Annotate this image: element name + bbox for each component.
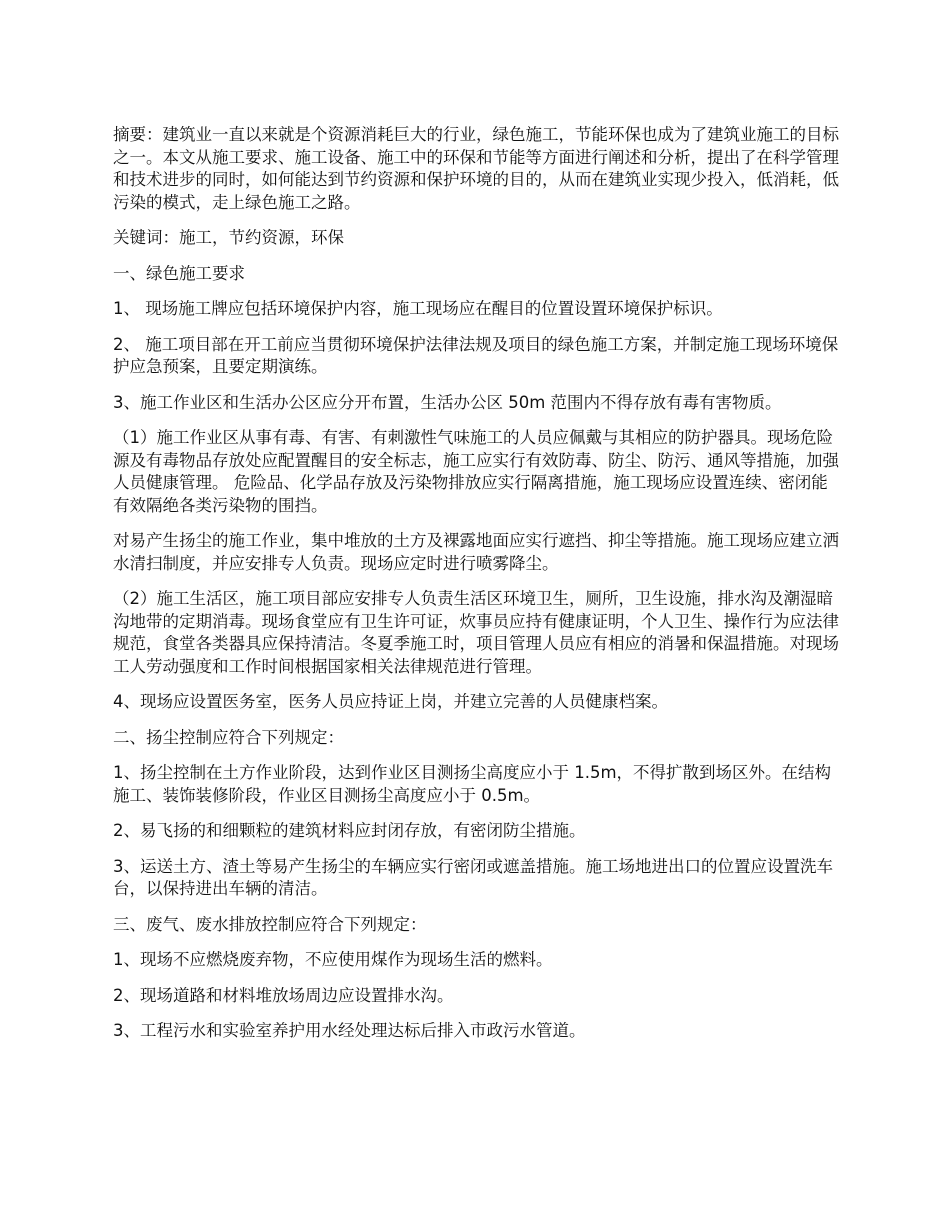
body-paragraph: 2、现场道路和材料堆放场周边应设置排水沟。: [113, 985, 454, 1005]
body-paragraph: 3、工程污水和实验室养护用水经处理达标后排入市政污水管道。: [113, 1021, 586, 1040]
body-paragraph: 3、施工作业区和生活办公区应分开布置，生活办公区 50m 范围内不得存放有毒有害物质。: [113, 392, 782, 412]
section-heading-1: 一、绿色施工要求: [113, 263, 245, 283]
keywords-paragraph: 关键词：施工，节约资源，环保: [113, 228, 344, 247]
body-paragraph: （1）施工作业区从事有毒、有害、有刺激性气味施工的人员应佩戴与其相应的防护器具。现场危险源及有毒物品存放处应配置醒目的安全标志，施工应实行有效防毒、防尘、防污、通风等措施，加强人员健康管理。 危险品、化学品存放及污染物排放应实行隔离措施，施工现场应设置连续、密闭能有效隔绝各类污染物的围挡。: [113, 428, 839, 515]
section-heading-3: 三、废气、废水排放控制应符合下列规定：: [113, 914, 427, 934]
body-paragraph: 1、 现场施工牌应包括环境保护内容，施工现场应在醒目的位置设置环境保护标识。: [113, 299, 723, 318]
body-paragraph: 4、现场应设置医务室，医务人员应持证上岗，并建立完善的人员健康档案。: [113, 692, 668, 711]
body-paragraph: 2、易飞扬的和细颗粒的建筑材料应封闭存放，有密闭防尘措施。: [113, 821, 586, 840]
body-paragraph: （2）施工生活区，施工项目部应安排专人负责生活区环境卫生，厕所，卫生设施，排水沟及潮湿暗沟地带的定期消毒。现场食堂应有卫生许可证，炊事员应持有健康证明，个人卫生、操作行为应法律规范，食堂各类器具应保持清洁。冬夏季施工时，项目管理人员应有相应的消暑和保温措施。对现场工人劳动强度和工作时间根据国家相关法律规范进行管理。: [113, 589, 839, 676]
document-body: [113, 124, 843, 1056]
body-paragraph: 2、 施工项目部在开工前应当贯彻环境保护法律法规及项目的绿色施工方案，并制定施工现场环境保护应急预案，且要定期演练。: [113, 334, 839, 376]
abstract-paragraph: 摘要：建筑业一直以来就是个资源消耗巨大的行业，绿色施工，节能环保也成为了建筑业施工的目标之一。本文从施工要求、施工设备、施工中的环保和节能等方面进行阐述和分析，提出了在科学管理和技术进步的同时，如何能达到节约资源和保护环境的目的，从而在建筑业实现少投入，低消耗，低污染的模式，走上绿色施工之路。: [113, 125, 839, 212]
body-paragraph: 1、现场不应燃烧废弃物，不应使用煤作为现场生活的燃料。: [113, 950, 553, 969]
body-paragraph: 对易产生扬尘的施工作业，集中堆放的土方及裸露地面应实行遮挡、抑尘等措施。施工现场应建立洒水清扫制度，并应安排专人负责。现场应定时进行喷雾降尘。: [113, 531, 839, 573]
body-paragraph: 3、运送土方、渣土等易产生扬尘的车辆应实行密闭或遮盖措施。施工场地进出口的位置应设置洗车台，以保持进出车辆的清洁。: [113, 856, 833, 898]
body-paragraph: 1、扬尘控制在土方作业阶段，达到作业区目测扬尘高度应小于 1.5m，不得扩散到场区外。在结构施工、装饰装修阶段，作业区目测扬尘高度应小于 0.5m。: [113, 763, 832, 805]
section-heading-2: 二、扬尘控制应符合下列规定：: [113, 727, 344, 747]
